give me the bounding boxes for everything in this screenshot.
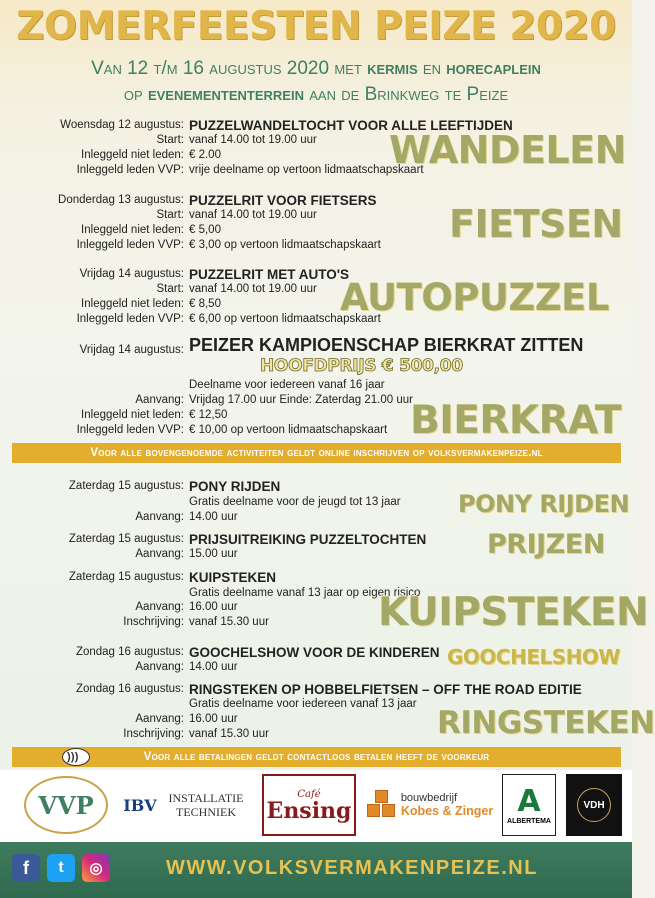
- footer: [0, 842, 632, 898]
- online-registration-banner: Voor alle bovengenoemde activiteiten geldt online inschrijven op volksvermakenpeize.nl: [12, 443, 621, 463]
- cafe-ensing-logo: Café Ensing: [262, 774, 356, 836]
- cubes-icon: [367, 790, 397, 820]
- subtitle-location: op evenemententerrein aan de Brinkweg te Peize: [123, 84, 509, 105]
- sponsor-strip: [0, 770, 632, 842]
- prize-label: HOOFDPRIJS € 500,00: [260, 356, 463, 376]
- twitter-icon[interactable]: t: [47, 854, 75, 882]
- instagram-icon[interactable]: ◎: [82, 854, 110, 882]
- subtitle-dates: Van 12 t/m 16 augustus 2020 met kermis en horecaplein: [91, 58, 541, 79]
- vdh-logo: VDH: [566, 774, 622, 836]
- kobes-zinger-logo: bouwbedrijf Kobes & Zinger: [366, 774, 494, 836]
- installatie-techniek-logo: INSTALLATIE TECHNIEK: [168, 791, 244, 819]
- facebook-icon[interactable]: f: [12, 854, 40, 882]
- albertema-logo: A ALBERTEMA: [502, 774, 556, 836]
- keyword-kuipsteken: KUIPSTEKEN: [378, 590, 649, 635]
- keyword-pony: PONY RIJDEN: [458, 490, 630, 518]
- keyword-wandelen: WANDELEN: [389, 128, 626, 172]
- keyword-autopuzzel: AUTOPUZZEL: [340, 276, 609, 319]
- website-link[interactable]: WWW.VOLKSVERMAKENPEIZE.NL: [166, 857, 538, 879]
- keyword-fietsen: FIETSEN: [449, 202, 623, 246]
- poster: ZOMERFEESTEN PEIZE 2020 Van 12 t/m 16 augustus 2020 met kermis en horecaplein op evenemententerrein aan de Brinkweg te Peize Woensdag 12 augustus: PUZZELWANDELTOCHT VOOR ALLE LEEFTIJDEN Start: vanaf 14.00 tot 19.00 uur Inleggeld niet leden: € 2.00 Inleggeld leden VVP: vrije deelname op vertoon lidmaatschapskaart WANDELEN Donderdag 13 augustus: PUZZELRIT VOOR FIETSERS Start: vanaf 14.00 tot 19.00 uur Inleggeld niet leden: € 5,00 Inleggeld leden VVP: € 3,00 op vertoon lidmaatschapskaart FIETSEN Vrijdag 14 augustus: PUZZELRIT MET AUTO'S Start: vanaf 14.00 tot 19.00 uur Inleggeld niet leden: € 8,50 Inleggeld leden VVP: € 6,00 op vertoon lidmaatschapskaart AUTOPUZZEL Vrijdag 14 augustus: PEIZER KAMPIOENSCHAP BIERKRAT ZITTEN HOOFDPRIJS € 500,00 Deelname voor iedereen vanaf 16 jaar Aanvang: Vrijdag 17.00 uur Einde: Zaterdag 21.00 uur Inleggeld niet leden: € 12,50 Inleggeld leden VVP: € 10,00 op vertoon lidmaatschapskaart BIERKRAT Voor alle bovengenoemde activiteiten geldt online inschrijven op volksvermakenpeize.nl Zaterdag 15 augustus: PONY RIJDEN Gratis deelname voor de jeugd tot 13 jaar Aanvang: 14.00 uur PONY RIJDEN Zaterdag 15 augustus: PRIJSUITREIKING PUZZELTOCHTEN Aanvang: 15.00 uur PRIJZEN Zaterdag 15 augustus: KUIPSTEKEN Gratis deelname vanaf 13 jaar op eigen risico Aanvang: 16.00 uur Inschrijving: vanaf 15.30 uur KUIPSTEKEN Zondag 16 augustus: GOOCHELSHOW VOOR DE KINDEREN Aanvang: 14.00 uur GOOCHELSHOW Zondag 16 augustus: RINGSTEKEN OP HOBBELFIETSEN – OFF THE ROAD EDITIE Gratis deelname voor iedereen vanaf 13 jaar Aanvang: 16.00 uur Inschrijving: vanaf 15.30 uur RINGSTEKEN ))) Voor alle betalingen geldt contactloos betalen heeft de voorkeur VVP IBV INSTALLATIE TECHNIEK Café Ensing bouwbedrijf Kobes & Zinger A ALBERTEMA VDH f t ◎ WWW.VOLKSVERMAKENPEIZE.NL: [0, 0, 632, 898]
- keyword-bierkrat: BIERKRAT: [410, 398, 621, 443]
- albertema-mark-icon: A: [517, 783, 541, 819]
- contactless-payment-banner: ))) Voor alle betalingen geldt contactloos betalen heeft de voorkeur: [12, 747, 621, 767]
- ibv-logo: IBV: [123, 795, 157, 815]
- keyword-goochelshow: GOOCHELSHOW: [447, 645, 620, 669]
- contactless-icon: ))): [62, 748, 90, 766]
- page-title: ZOMERFEESTEN PEIZE 2020: [16, 4, 616, 49]
- vvp-logo: VVP: [14, 774, 118, 836]
- keyword-ringsteken: RINGSTEKEN: [437, 705, 655, 741]
- keyword-prijzen: PRIJZEN: [487, 529, 605, 560]
